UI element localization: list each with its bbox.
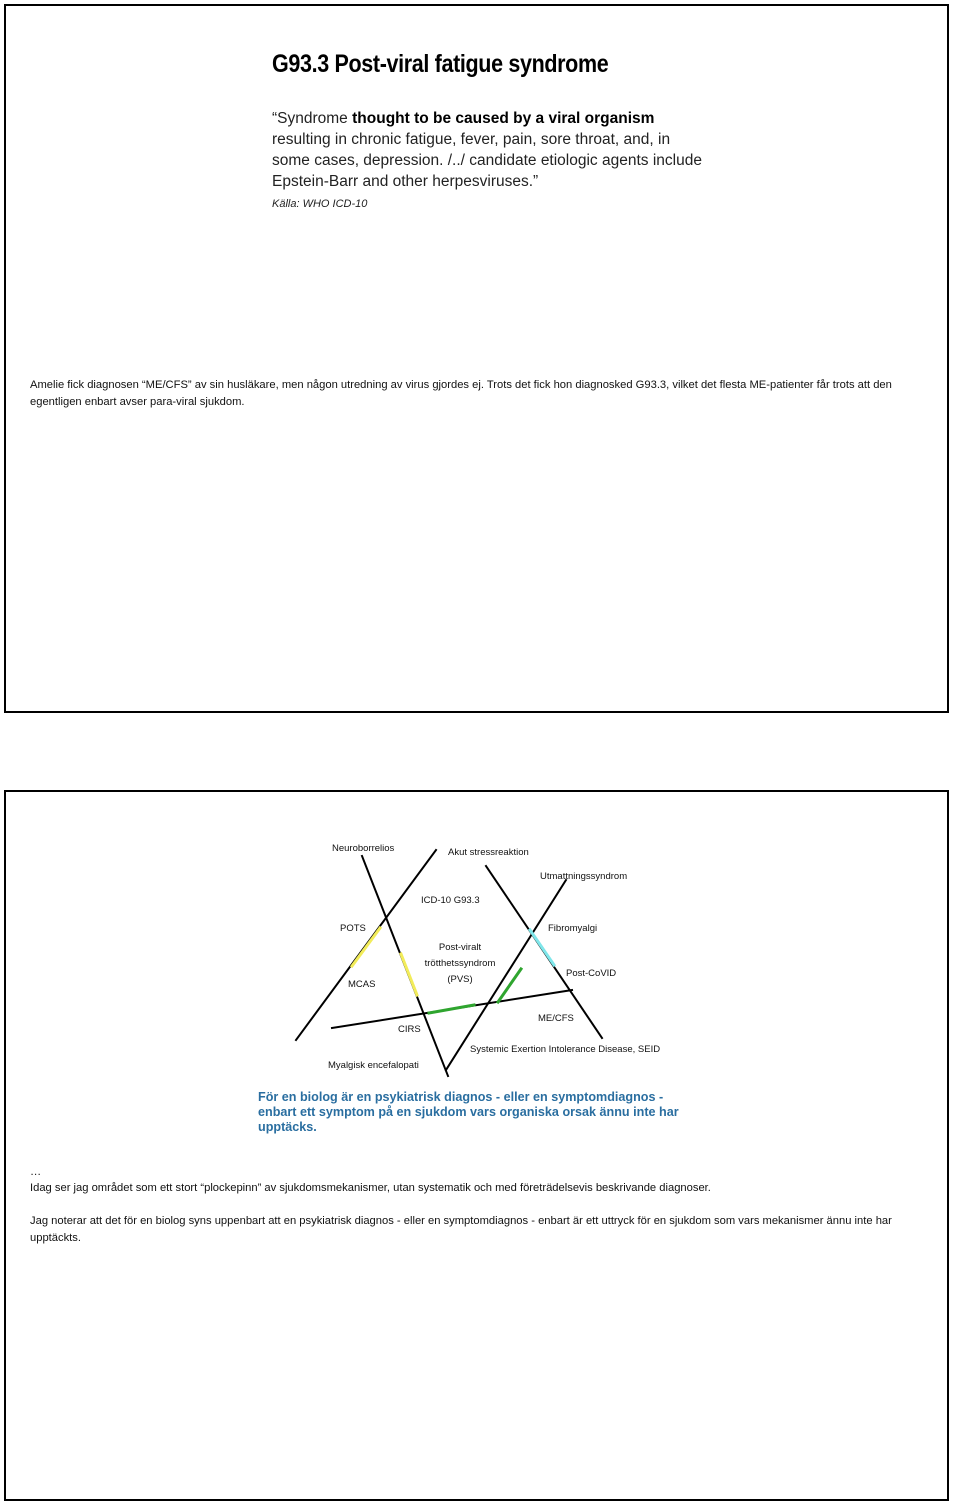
highlight-yellow-right bbox=[401, 954, 417, 995]
highlight-green-right bbox=[498, 969, 521, 1002]
speaker-note: Amelie fick diagnosen “ME/CFS” av sin husläkare, men någon utredning av virus gjordes ej. Trots det fick hon diagnosked G93.3, vilket det flesta ME-patienter får trots att den egentligen enbart avser para-viral sjukdom. bbox=[30, 379, 892, 408]
who-quote bbox=[272, 108, 712, 192]
label-cirs: CIRS bbox=[398, 1024, 421, 1035]
label-pvs-line1: Post-viralt bbox=[438, 942, 482, 953]
label-pvs-line3: (PVS) bbox=[447, 974, 473, 985]
label-fibromyalgi: Fibromyalgi bbox=[548, 923, 598, 934]
label-pots: POTS bbox=[340, 923, 366, 934]
plockepinn-diagram bbox=[276, 814, 696, 1094]
quote-text-start: “Syndrome bbox=[272, 110, 353, 127]
quote-bold-text: thought to be caused by a viral organism bbox=[352, 110, 655, 127]
label-akut-stressreaktion: Akut stressreaktion bbox=[448, 847, 529, 858]
ellipsis: … bbox=[30, 1166, 42, 1178]
label-me-cfs: ME/CFS bbox=[538, 1013, 574, 1024]
slide-1 bbox=[4, 4, 949, 713]
label-post-covid: Post-CoVID bbox=[566, 968, 617, 979]
label-pvs-line2: trötthetssyndrom bbox=[424, 958, 496, 969]
label-myalgisk-encefalopati: Myalgisk encefalopati bbox=[328, 1060, 419, 1071]
speaker-note-2: Jag noterar att det för en biolog syns uppenbart att en psykiatrisk diagnos - eller en symptomdiagnos - enbart är ett uttryck för en sjukdom som vars mekanismer ännu inte har upptäckts. bbox=[30, 1215, 892, 1244]
highlight-green-bottom bbox=[429, 1005, 474, 1013]
label-seid: Systemic Exertion Intolerance Disease, SEID bbox=[470, 1044, 661, 1055]
highlight-quote: För en biolog är en psykiatrisk diagnos - eller en symptomdiagnos - enbart ett symptom på en sjukdom vars organiska orsak ännu inte har upptäcks. bbox=[258, 1090, 679, 1134]
label-icd10: ICD-10 G93.3 bbox=[421, 895, 480, 906]
speaker-note-1: Idag ser jag området som ett stort “plockepinn” av sjukdomsmekanismer, utan systematik och med företrädelsevis beskrivande diagnoser. bbox=[30, 1182, 711, 1194]
quote-text-end: resulting in chronic fatigue, fever, pain, sore throat, and, in some cases, depression. /../ candidate etiologic agents include Epstein-Barr and other herpesviruses.” bbox=[272, 131, 702, 190]
label-neuroborrelios: Neuroborrelios bbox=[332, 843, 395, 854]
label-mcas: MCAS bbox=[348, 979, 376, 990]
slide-2 bbox=[4, 790, 949, 1501]
highlight-cyan bbox=[530, 930, 554, 965]
slide-title: G93.3 Post-viral fatigue syndrome bbox=[272, 50, 609, 78]
quote-source: Källa: WHO ICD-10 bbox=[272, 198, 368, 210]
label-utmattningssyndrom: Utmattningssyndrom bbox=[540, 871, 628, 882]
